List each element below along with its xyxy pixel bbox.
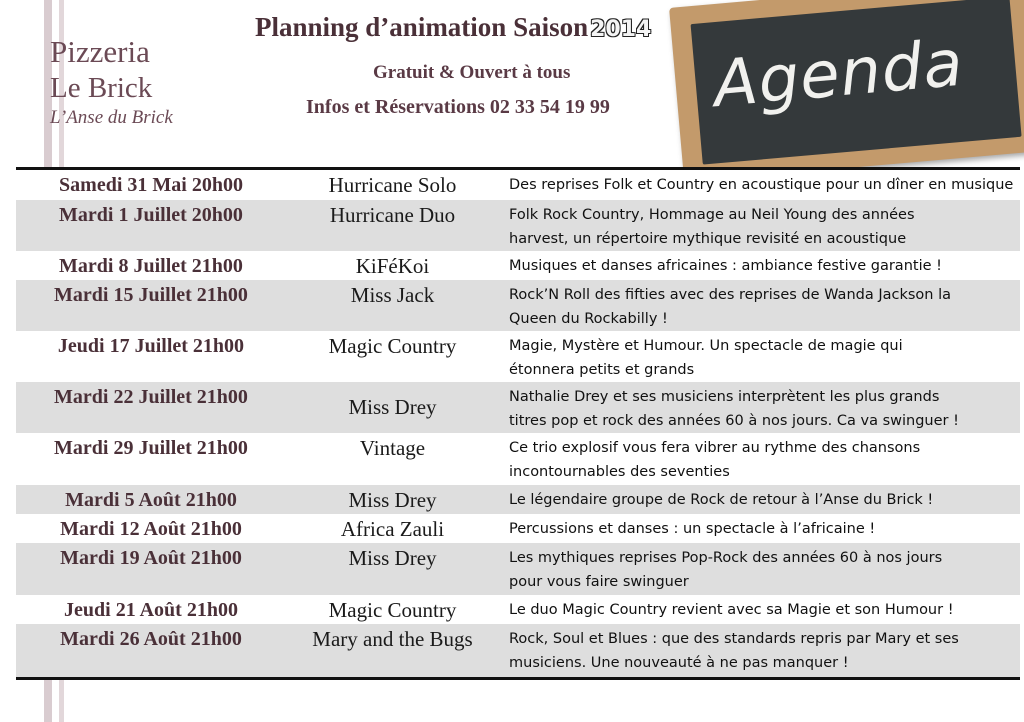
logo-line-2: Le Brick [50,72,153,104]
event-description-line: Musiques et danses africaines : ambiance festive garantie ! [509,258,942,274]
event-date: Mardi 5 Août 21h00 [65,489,237,511]
event-description [499,331,1020,382]
event-description [499,251,1020,280]
table-row [16,595,1020,624]
event-date: Jeudi 17 Juillet 21h00 [57,335,245,357]
event-description-line: Percussions et danses : un spectacle à l’africaine ! [509,521,876,537]
event-artist: Miss Drey [348,546,437,570]
table-row [16,331,1020,382]
event-artist: Miss Jack [350,283,435,307]
event-artist: Hurricane Duo [329,203,456,227]
event-artist: Miss Drey [348,395,437,419]
logo-line-3: L’Anse du Brick [50,107,173,128]
event-date: Mardi 19 Août 21h00 [60,547,242,569]
event-description [499,624,1020,677]
event-description-line: Rock’N Roll des fifties avec des reprises de Wanda Jackson la [509,287,952,303]
event-description-line: Ce trio explosif vous fera vibrer au rythme des chansons [509,440,921,456]
event-description [499,170,1020,200]
table-row [16,514,1020,543]
table-row [16,200,1020,251]
page-title [255,12,651,43]
event-date: Mardi 12 Août 21h00 [60,518,242,540]
table-row [16,624,1020,677]
event-description-line: Des reprises Folk et Country en acoustique pour un dîner en musique [509,177,1014,193]
event-date: Mardi 22 Juillet 21h00 [54,386,248,408]
table-row [16,433,1020,485]
chalkboard-text: Agenda [710,26,967,123]
event-description [499,595,1020,624]
event-description-line: Folk Rock Country, Hommage au Neil Young des années [509,207,915,223]
event-date: Mardi 29 Juillet 21h00 [54,437,248,459]
event-description-line: incontournables des seventies [509,464,730,480]
event-artist: Miss Drey [348,488,437,512]
event-description [499,543,1020,595]
contact-info: Infos et Réservations 02 33 54 19 99 [306,96,610,118]
event-artist: Magic Country [328,598,457,622]
event-description [499,280,1020,331]
event-artist: Vintage [359,436,426,460]
event-description [499,485,1020,514]
event-artist: KiFéKoi [355,254,430,278]
title-text: Planning d’animation Saison [255,12,589,42]
event-description [499,514,1020,543]
event-description-line: étonnera petits et grands [509,362,695,378]
table-row [16,485,1020,514]
event-description [499,200,1020,251]
event-description-line: Le légendaire groupe de Rock de retour à l’Anse du Brick ! [509,492,934,508]
table-row [16,280,1020,331]
event-description-line: titres pop et rock des années 60 à nos jours. Ca va swinguer ! [509,413,959,429]
event-artist: Hurricane Solo [328,173,457,197]
event-description-line: Le duo Magic Country revient avec sa Magie et son Humour ! [509,602,954,618]
table-row [16,543,1020,595]
event-description-line: pour vous faire swinguer [509,574,689,590]
event-date: Mardi 15 Juillet 21h00 [54,284,248,306]
event-description-line: Queen du Rockabilly ! [509,311,668,327]
event-description-line: harvest, un répertoire mythique revisité en acoustique [509,231,907,247]
event-date: Mardi 26 Août 21h00 [60,628,242,650]
event-description-line: Rock, Soul et Blues : que des standards repris par Mary et ses [509,631,959,647]
subtitle: Gratuit & Ouvert à tous [373,62,571,83]
event-description-line: Les mythiques reprises Pop-Rock des années 60 à nos jours [509,550,943,566]
table-row [16,251,1020,280]
table-row [16,382,1020,433]
event-description-line: musiciens. Une nouveauté à ne pas manquer ! [509,655,849,671]
pizzeria-logo [50,34,173,130]
title-year: 2014 [590,17,652,42]
table-row [16,170,1020,200]
event-date: Samedi 31 Mai 20h00 [59,174,243,196]
event-schedule-table [16,167,1020,680]
event-artist: Mary and the Bugs [312,627,473,651]
event-artist: Africa Zauli [340,517,445,541]
logo-line-1: Pizzeria [50,34,150,69]
event-description [499,433,1020,485]
chalkboard-image [669,0,1024,182]
event-description-line: Magie, Mystère et Humour. Un spectacle de magie qui [509,338,903,354]
event-artist: Magic Country [328,334,457,358]
event-description [499,382,1020,433]
event-date: Mardi 1 Juillet 20h00 [59,204,243,226]
event-description-line: Nathalie Drey et ses musiciens interprètent les plus grands [509,389,940,405]
event-date: Jeudi 21 Août 21h00 [64,599,238,621]
event-date: Mardi 8 Juillet 21h00 [59,255,243,277]
